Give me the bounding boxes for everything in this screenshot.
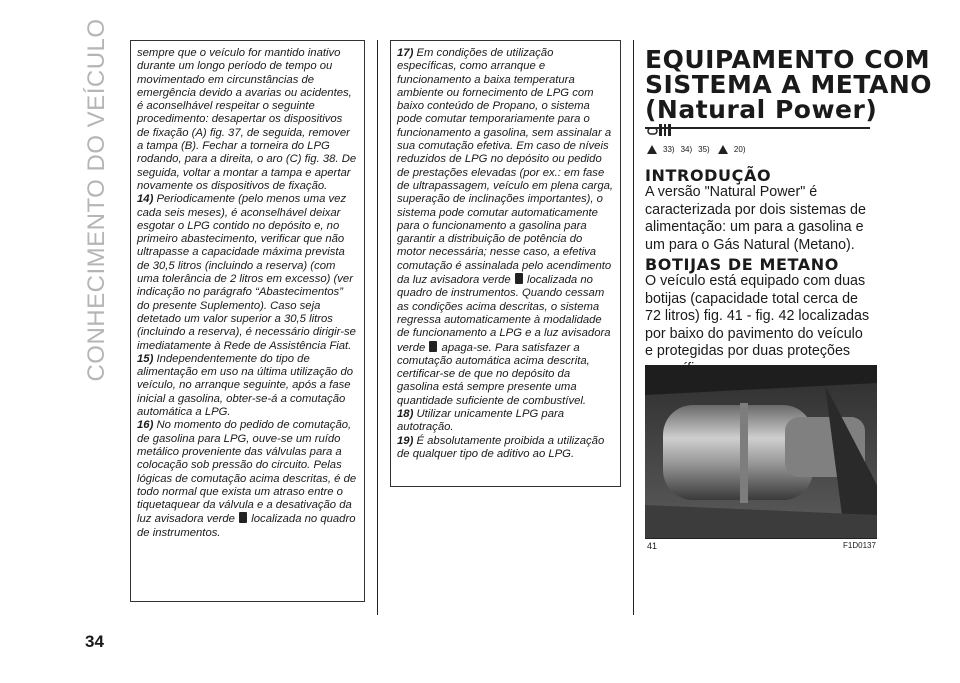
note-16: 16) No momento do pedido de comutação, de gasolina para LPG, ouve-se um ruído metálico proveniente das válvulas para a colocação sob pressão do circuito. Pelas lógicas de comutação acima descritas, é de todo normal que exista um atraso entre o tiquetaquear da válvula e a desativação da luz avisadora verde localizada no quadro de instrumentos. bbox=[137, 419, 357, 539]
fuel-pump-icon bbox=[239, 512, 247, 523]
methane-fuel-icon bbox=[647, 122, 673, 140]
warning-icon bbox=[647, 145, 657, 154]
section-side-title: CONHECIMENTO DO VEÍCULO bbox=[83, 18, 110, 382]
fuel-pump-icon bbox=[515, 273, 523, 284]
section-heading: EQUIPAMENTO COM SISTEMA A METANO (Natural Power) bbox=[645, 47, 932, 122]
page-number: 34 bbox=[85, 632, 104, 651]
note-17: 17) Em condições de utilização específicas, como arranque e funcionamento a baixa temperatura ambiente ou fornecimento de LPG com baixo conteúdo de Propano, o sistema pode comutar temporariamente para o funcionamento a gasolina, sem assinalar a sua comutação efetiva. Em caso de níveis reduzidos de LPG no depósito ou pedido de prestações elevadas (por ex.: em fase de ultrapassagem, veículo em plena carga, superação de inclinações importantes), o sistema pode comutar automaticamente para o funcionamento a gasolina para garantir a distribuição de potência do motor necessária; nesse caso, a efetiva comutação é assinalada pelo acendimento da luz avisadora verde localizada no quadro de instrumentos. Quando cessam as condições acima descritas, o sistema regressa automaticamente à modalidade de funcionamento a LPG e a luz avisadora verde apaga-se. Para satisfazer a comutação automática acima descrita, certificar-se de que no depósito da gasolina está sempre presente uma quantidade suficiente de combustível. bbox=[397, 47, 614, 407]
fuel-type-icon bbox=[647, 122, 673, 142]
column-divider bbox=[633, 40, 634, 615]
botijas-text: O veículo está equipado com duas botijas (capacidade total cerca de 72 litros) fig. 41 - fig. 42 localizadas por baixo do pavimento do veículo e protegidas por duas proteções bbox=[645, 273, 870, 359]
notes-box-left bbox=[130, 40, 365, 602]
figure-number: 41 bbox=[647, 541, 658, 551]
figure-rule bbox=[645, 538, 877, 539]
note-14: 14) Periodicamente (pelo menos uma vez cada seis meses), é aconselhável deixar esgotar o LPG contido no depósito e, no primeiro abastecimento, verificar que não ultrapasse a capacidade máxima prevista de 30,5 litros (incluindo a reserva) (com uma tolerância de 2 litros em excesso) (ver indicação no parágrafo “Abastecimentos” do presente Suplemento). Caso seja detetado um valor superior a 30,5 litros (incluindo a reserva), é necessário dirigir-se imediatamente à Rede de Assistência Fiat. bbox=[137, 193, 356, 352]
note-intro: sempre que o veículo for mantido inativo durante um longo período de tempo ou movimentado em circunstâncias de emergência devido a avarias ou acidentes, é aconselhável respeitar o seguinte procedimento: desapertar os dispositivos de fixação (A) fig. 37, de seguida, remover a tampa (B). Fechar a torneira do LPG rodando, para a direita, o aro (C) fig. 38. De seguida, voltar a montar a tampa e apertar novamente os dispositivos de fixação. bbox=[137, 47, 357, 192]
column-divider bbox=[377, 40, 378, 615]
notes-box-middle bbox=[390, 40, 621, 487]
intro-heading: INTRODUÇÃO bbox=[645, 166, 772, 185]
methane-tanks-photo bbox=[645, 365, 877, 538]
botijas-heading: BOTIJAS DE METANO bbox=[645, 255, 839, 274]
intro-text: A versão "Natural Power" é caracterizada por dois sistemas de alimentação: um para a gasolina e um para o Gás Natural (Metano). bbox=[645, 184, 866, 253]
note-15: 15) Independentemente do tipo de alimentação em uso na última utilização do veículo, no arranque seguinte, após a fase inicial a gasolina, obter-se-á a comutação automática a LPG. bbox=[137, 352, 354, 419]
figure-code: F1D0137 bbox=[843, 541, 876, 550]
caution-icon bbox=[718, 145, 728, 154]
warning-references: 33) 34) 35) 20) bbox=[647, 145, 751, 154]
heading-rule bbox=[645, 127, 870, 129]
fuel-pump-icon bbox=[429, 341, 437, 352]
note-19: 19) É absolutamente proibida a utilização de qualquer tipo de aditivo ao LPG. bbox=[397, 434, 605, 460]
note-18: 18) Utilizar unicamente LPG para autotração. bbox=[397, 408, 565, 434]
